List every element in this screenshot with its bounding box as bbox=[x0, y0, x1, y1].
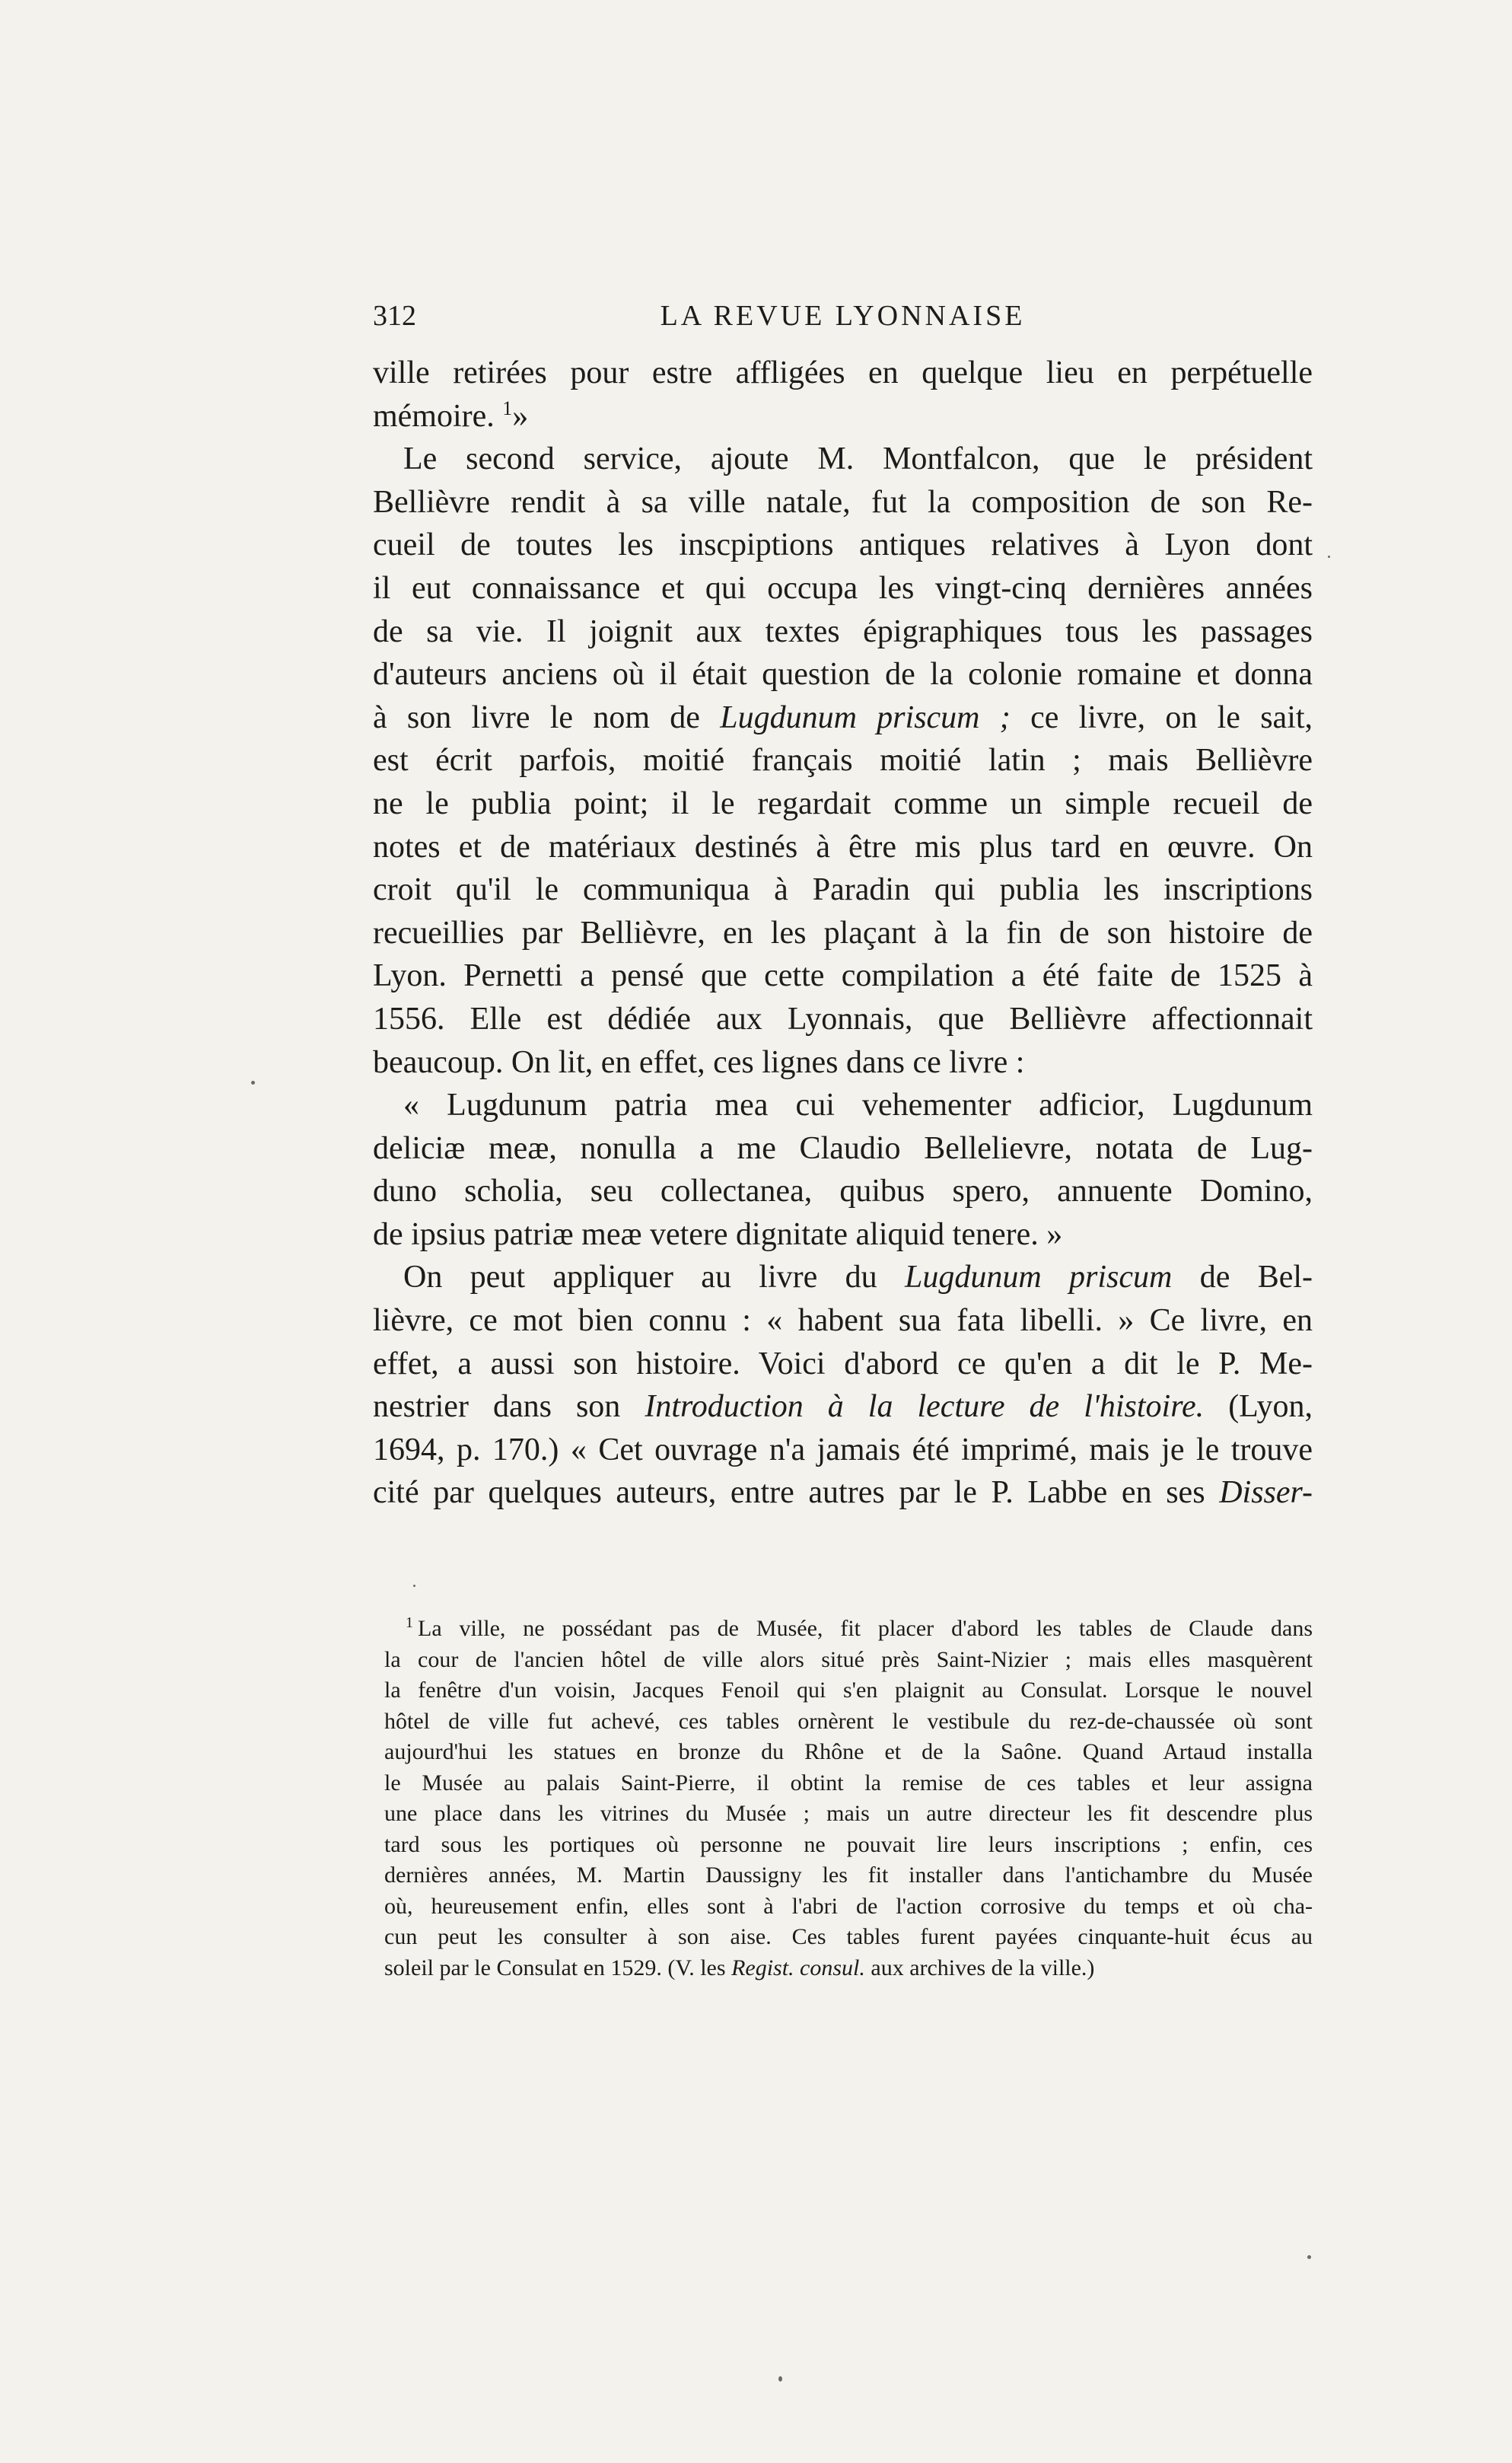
text-line: d'auteurs anciens où il était question de la colonie romaine et donna bbox=[373, 657, 1313, 693]
text-line: 1556. Elle est dédiée aux Lyonnais, que Bellièvre affectionnait bbox=[373, 1001, 1313, 1037]
text-line: Bellièvre rendit à sa ville natale, fut la composition de son Re- bbox=[373, 484, 1313, 520]
text-line: il eut connaissance et qui occupa les vingt-cinq dernières années bbox=[373, 570, 1313, 606]
page-header bbox=[373, 297, 1313, 335]
italic-reference: Regist. consul. bbox=[731, 1955, 865, 1980]
footnote-line: la cour de l'ancien hôtel de ville alors situé près Saint-Nizier ; mais elles masquèrent bbox=[384, 1646, 1313, 1672]
text-span: aux archives de la ville.) bbox=[871, 1955, 1095, 1980]
footnote-line: tard sous les portiques où personne ne pouvait lire leurs inscriptions ; enfin, ces bbox=[384, 1831, 1313, 1857]
text-span: de Bel- bbox=[1199, 1260, 1313, 1295]
paper-speck bbox=[413, 1585, 415, 1587]
text-span: » bbox=[512, 398, 529, 434]
text-span: à son livre le nom de bbox=[373, 699, 700, 735]
text-span: On peut appliquer au livre du bbox=[403, 1260, 877, 1295]
footnote-line: le Musée au palais Saint-Pierre, il obtint la remise de ces tables et leur assigna bbox=[384, 1770, 1313, 1795]
text-span: soleil par le Consulat en 1529. (V. les bbox=[384, 1955, 726, 1980]
footnote-line bbox=[384, 1953, 1313, 1984]
page-number: 312 bbox=[373, 300, 416, 332]
text-line: « Lugdunum patria mea cui vehementer adficior, Lugdunum bbox=[403, 1088, 1313, 1123]
footnote-line: une place dans les vitrines du Musée ; mais un autre directeur les fit descendre plus bbox=[384, 1801, 1313, 1826]
text-line: de ipsius patriæ meæ vetere dignitate aliquid tenere. » bbox=[373, 1216, 1063, 1252]
text-line: de sa vie. Il joignit aux textes épigraphiques tous les passages bbox=[373, 613, 1313, 649]
paper-speck bbox=[1328, 556, 1330, 558]
text-span: mémoire. bbox=[373, 398, 495, 434]
text-span: ce livre, on le sait, bbox=[1030, 699, 1313, 735]
text-line: lièvre, ce mot bien connu : « habent sua fata libelli. » Ce livre, en bbox=[373, 1303, 1313, 1339]
text-line: ne le publia point; il le regardait comme un simple recueil de bbox=[373, 785, 1313, 821]
footnote-line: dernières années, M. Martin Daussigny les fit installer dans l'antichambre du Musée bbox=[384, 1862, 1313, 1888]
paper-speck bbox=[778, 2376, 782, 2382]
footnote-line: cun peut les consulter à son aise. Ces tables furent payées cinquante-huit écus au bbox=[384, 1924, 1313, 1949]
text-line: effet, a aussi son histoire. Voici d'abord ce qu'en a dit le P. Me- bbox=[373, 1346, 1313, 1381]
footnote-line: aujourd'hui les statues en bronze du Rhône et de la Saône. Quand Artaud installa bbox=[384, 1739, 1313, 1764]
footnote-line: la fenêtre d'un voisin, Jacques Fenoil qui s'en plaignit au Consulat. Lorsque le nouvel bbox=[384, 1678, 1313, 1703]
italic-title: Lugdunum priscum bbox=[904, 1260, 1173, 1295]
text-line bbox=[373, 1385, 1313, 1429]
text-span: La ville, ne possédant pas de Musée, fit placer d'abord les tables de Claude dans bbox=[418, 1616, 1313, 1641]
footnote bbox=[384, 1614, 1313, 1983]
footnote-reference: 1 bbox=[502, 397, 513, 419]
paper-speck bbox=[251, 1081, 255, 1085]
text-line: duno scholia, seu collectanea, quibus spero, annuente Domino, bbox=[373, 1174, 1313, 1209]
paper-speck bbox=[1307, 2255, 1311, 2259]
text-line: notes et de matériaux destinés à être mis plus tard en œuvre. On bbox=[373, 829, 1313, 865]
text-line bbox=[373, 696, 1313, 740]
text-line: deliciæ meæ, nonulla a me Claudio Bellelievre, notata de Lug- bbox=[373, 1130, 1313, 1166]
text-line: cueil de toutes les inscpiptions antiques relatives à Lyon dont bbox=[373, 527, 1313, 563]
italic-title: Lugdunum priscum ; bbox=[720, 699, 1011, 735]
text-line: Lyon. Pernetti a pensé que cette compilation a été faite de 1525 à bbox=[373, 958, 1313, 994]
footnote-line: où, heureusement enfin, elles sont à l'abri de l'action corrosive du temps et où cha- bbox=[384, 1893, 1313, 1919]
text-line bbox=[373, 1471, 1313, 1515]
text-span: (Lyon, bbox=[1228, 1389, 1313, 1425]
text-line: ville retirées pour estre affligées en quelque lieu en perpétuelle bbox=[373, 355, 1313, 390]
text-line bbox=[373, 395, 1313, 438]
text-line: recueillies par Bellièvre, en les plaçant à la fin de son histoire de bbox=[373, 915, 1313, 951]
body-text bbox=[373, 352, 1313, 1515]
italic-title: Disser- bbox=[1219, 1475, 1313, 1511]
footnote-line bbox=[384, 1614, 1313, 1645]
text-line: 1694, p. 170.) « Cet ouvrage n'a jamais été imprimé, mais je le trouve bbox=[373, 1432, 1313, 1467]
footnote-mark: 1 bbox=[406, 1614, 413, 1631]
text-line: Le second service, ajoute M. Montfalcon, que le président bbox=[403, 441, 1313, 477]
text-span: nestrier dans son bbox=[373, 1389, 621, 1425]
footnote-line: hôtel de ville fut achevé, ces tables ornèrent le vestibule du rez-de-chaussée où sont bbox=[384, 1708, 1313, 1734]
text-span: cité par quelques auteurs, entre autres par le P. Labbe en ses bbox=[373, 1475, 1205, 1511]
running-title: LA REVUE LYONNAISE bbox=[660, 300, 1026, 332]
text-line: croit qu'il le communiqua à Paradin qui publia les inscriptions bbox=[373, 872, 1313, 908]
text-line: est écrit parfois, moitié français moitié latin ; mais Bellièvre bbox=[373, 743, 1313, 779]
text-line: beaucoup. On lit, en effet, ces lignes dans ce livre : bbox=[373, 1044, 1025, 1080]
italic-title: Introduction à la lecture de l'histoire. bbox=[645, 1389, 1205, 1425]
text-line bbox=[373, 1256, 1313, 1299]
